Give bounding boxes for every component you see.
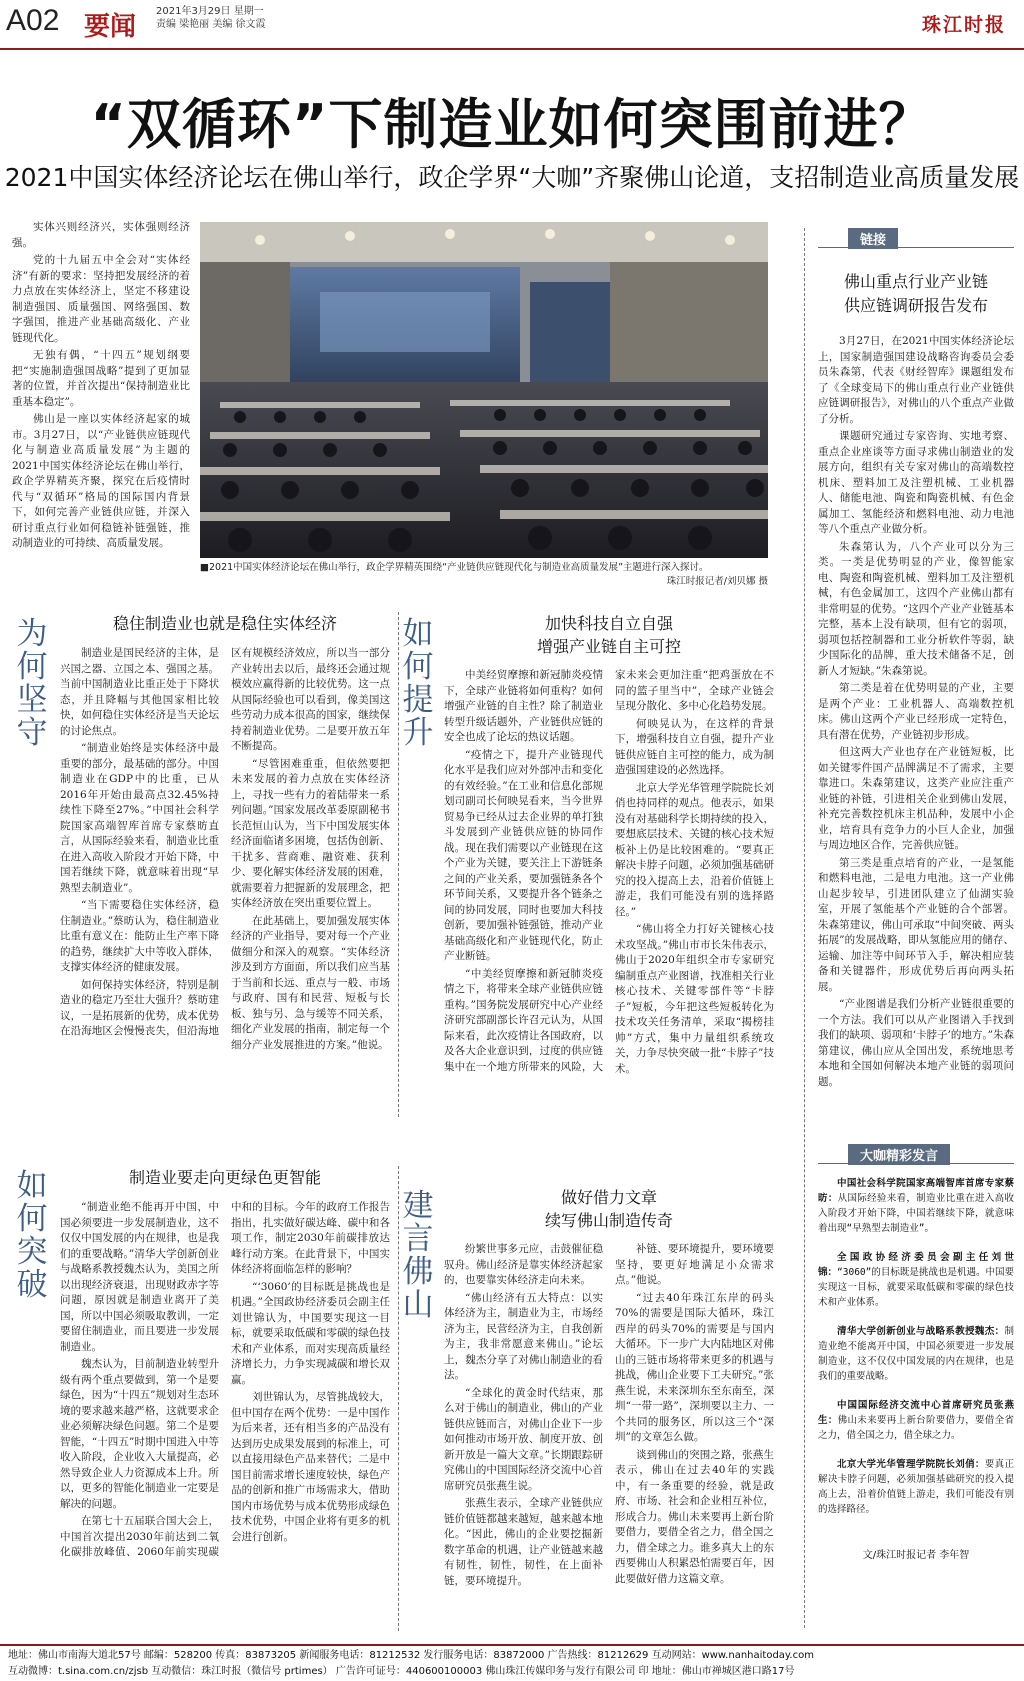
section1-paragraph: “当下需要稳住实体经济，稳住制造业。”蔡昉认为，稳住制造业比重有意义在：能防止生产率下降的趋势，继续扩大中等收入群体，支撑实体经济的健康发展。	[60, 899, 219, 973]
masthead	[0, 0, 1024, 50]
section1-paragraph: “尽管困难重重，但依然要把未来发展的着力点放在实体经济上，寻找一些有力的着陆带来一系列问题。”国家发展改革委原副秘书长范恒山认为，当下中国发展实体经济面临诸多困境，包括伪创新、干扰多、营商难、融资难、获利少、要化解实体经济发展的困难，就需要着力把握新的发展理念，把实体经济放在突出重要位置上。	[231, 757, 390, 909]
footer-line2: 互动微博：t.sina.com.cn/zjsb 互动微信：珠江时报（微信号 prtimes） 广告许可证号：440600100003 佛山珠江传媒印务与发行有限公司 印 地址：佛山市禅城区港口路17号	[8, 1666, 795, 1677]
sidebar-paragraph: 但这两大产业也存在产业链短板，比如关键零件国产品牌满足不了需求，主要靠进口。朱森第建议，这类产业应注重产业链的补链，引进相关企业到佛山发展，补充完善数控机床主机品种，发展中小企业，培育具有竞争力的小巨人企业，加强与周边地区合作，完善供应链。	[818, 746, 1014, 851]
intro-text	[12, 220, 190, 570]
section1-paragraph: “制造业始终是实体经济中最重要的部分，最基础的部分。中国制造业在GDP中的比重，已从2016年开始由最高点32.45%持续性下降至27%。”中国社会科学院国家高端智库首席专家蔡昉直言，从国际经验来看，制造业比重在进入高收入阶段才开始下降，中国若继续下降，就意味着出现“早熟型去制造业”。	[60, 742, 219, 894]
intro-paragraph: 实体兴则经济兴，实体强则经济强。	[12, 221, 190, 249]
quote-text: 制造业绝不能离开中国，中国必须要进一步发展制造业，这不仅仅中国发展的内在规律，也是我们的重要战略。	[818, 1326, 1014, 1382]
sidebar-body	[818, 334, 1014, 1154]
section2-title	[444, 612, 774, 658]
section3-title: 制造业要走向更绿色更智能	[128, 1168, 321, 1187]
section4-paragraph: 张燕生表示，全球产业链供应链价值链都越来越短，越来越本地化。“因此，佛山的企业要挖掘新数字革命的机遇，让产业链越来越有韧性，韧性，韧性，在上面补链，要环境提升。	[444, 1497, 603, 1587]
forum-photo	[200, 222, 768, 558]
quote-text: 要真正解决卡脖子问题，必须加强基础研究的投入提高上去，沿着价值链上游走，我们可能没有别的选择路径。	[818, 1459, 1014, 1515]
quote-item	[818, 1457, 1014, 1517]
section1-title: 稳住制造业也就是稳住实体经济	[112, 614, 337, 633]
quote-text: 佛山未来要再上新台阶要借力，要借全省之力，借全国之力，借全球之力。	[818, 1415, 1014, 1441]
quotes-tag-bar	[818, 1144, 1014, 1164]
section4-body	[444, 1242, 774, 1630]
sidebar-paragraph: 课题研究通过专家咨询、实地考察、重点企业座谈等方面寻求佛山制造业的发展方向，组织有关专家对佛山的高端数控机床、塑料加工及注塑机械、工业机器人、储能电池、陶瓷和陶瓷机械、有色金属加工、氢能经济和燃料电池、动力电池等八个重点产业做分析。	[818, 430, 1014, 535]
section1-paragraph: 如何保持实体经济，特别是制造业的稳定乃至壮大强升？蔡昉建议，一是拓展新的优势，成本优势在沿海地区会慢慢丧失，但沿海地区有规模经济效应，所以当一部分产业转出去以后，最终还会通过规模效应赢得新的比较优势。这一点从国际经验也可以看到，像美国这些劳动力成本很高的国家，继续保持着制造业优势。二是要开放五年不断提高。	[60, 647, 390, 1037]
section2-paragraph: “疫情之下，提升产业链现代化水平是我们应对外部冲击和变化的有效经验。”在工业和信息化部规划司副司长何映晃看来，当今世界贸易争已经从过去企业界的单打独斗发展到产业链供应链的协同作战。现在我们需要以产业链现在这个产业为关键，要关注上下游链条之间的产业关系，要加强链条各个环节间关系，又要提升各个链条之间的协同发展，同时也要加大科技创新，要加强补链强链，推动产业基础高级化和产业链现代化，防止产业断链。	[444, 748, 603, 962]
quote-speaker: 清华大学创新创业与战略系教授魏杰：	[837, 1326, 1005, 1337]
sidebar-title	[818, 270, 1014, 318]
column-divider	[398, 612, 399, 1117]
page-number: A02	[6, 4, 60, 37]
section4-paragraph: “过去40年珠江东岸的码头70%的需要是国际大循环，珠江西岸的码头70%的需要是与国内大循环。下一步广大内陆地区对佛山的三链市场将带来更多的机遇与挑战，佛山企业要下工夫研究。”张燕生说，未来深圳东至东南至，深圳“一带一路”，深圳要以主力、一个共同的服务区，所以这三个“深圳”的文章怎么做。	[615, 1291, 774, 1443]
newspaper-name: 珠江时报	[921, 14, 1006, 36]
sidebar-divider	[804, 228, 805, 1628]
photo-caption: ■2021中国实体经济论坛在佛山举行，政企学界精英围绕“产业链供应链现代化与制造业高质量发展”主题进行深入探讨。	[200, 562, 709, 573]
sidebar	[818, 228, 1014, 1561]
photo-credit: 珠江时报记者/刘贝娜 摄	[666, 576, 768, 587]
editors: 责编 梁艳丽 美编 徐文霞	[156, 19, 266, 30]
intro-paragraph: 党的十九届五中全会对“实体经济”有新的要求：坚持把发展经济的着力点放在实体经济上，坚定不移建设制造强国、质量强国、网络强国、数字强国，推进产业基础高级化、产业链现代化。	[12, 254, 190, 344]
sidebar-tag: 链接	[848, 228, 898, 249]
sidebar-byline: 文/珠江时报记者 李年智	[862, 1550, 970, 1561]
section-label-how-breakthrough: 如何突破	[16, 1168, 48, 1303]
section2-title-line2: 增强产业链自主可控	[536, 637, 681, 656]
section3-paragraph: 在第七十五届联合国大会上，中国首次提出2030年前达到二氧化碳排放峰值、2060年前实现碳中和的目标。今年的政府工作报告指出，扎实做好碳达峰、碳中和各项工作，制定2030年前碳排放达峰行动方案。在此背景下，中国实体经济将面临怎样的影响？	[60, 1201, 390, 1558]
sidebar-title-line2: 供应链调研报告发布	[843, 296, 988, 315]
sidebar-paragraph: 第三类是重点培育的产业，一是氢能和燃料电池，二是电力电池。这一产业佛山起步较早，引进团队建立了仙湖实验室，开展了氢能基个产业链的合个部署。朱森第建议，佛山可承取“中间突破、两头拓展”的发展战略，即从氢能应用的储存、运输、加注等中间环节入手，解决相应装备和关键器件，形成优势后再向两头拓展。	[818, 856, 1014, 993]
sub-headline: 2021中国实体经济论坛在佛山举行，政企学界“大咖”齐聚佛山论道，支招制造业高质量发展	[4, 163, 1020, 192]
quote-item	[818, 1324, 1014, 1384]
quote-item	[818, 1176, 1014, 1236]
section1-paragraph: 制造业是国民经济的主体，是兴国之器、立国之本、强国之基。当前中国制造业比重正处于下降状态，并且降幅与其他国家相比较快，如何稳住实体经济是当天论坛的讨论焦点。	[60, 647, 219, 737]
section3-paragraph: “制造业绝不能再开中国，中国必须要进一步发展制造业，这不仅仅中国发展的内在规律，也是我们的重要战略。”清华大学创新创业与战略系教授魏杰认为，美国之所以出现经济衰退，出现财政赤字等问题，原因就是制造业离开了美国，所以中国必须吸取教训，一定要留住制造业，而且要进一步发展制造业。	[60, 1201, 219, 1353]
date-editors	[156, 5, 266, 31]
section2-paragraph: 何映晃认为，在这样的背景下，增强科技自立自强，提升产业链供应链自主可控的能力，成为制造强国建设的必然选择。	[615, 717, 774, 776]
section4-paragraph: “佛山经济有五大特点：以实体经济为主，制造业为主，市场经济为主，民营经济为主，自我创新为主，我非常愿意来佛山。”论坛上，魏杰分享了对佛山制造业的看法。	[444, 1291, 603, 1381]
sidebar-paragraph: 朱森第认为，八个产业可以分为三类。一类是优势明显的产业，像智能家电、陶瓷和陶瓷机械、塑料加工及注塑机械，有色金属加工，这四个产业佛山都有非常明显的优势。“这四个产业产业链基本完整，基本上没有缺项，但有它的弱项，弱项包括控制器和工业分析软件等弱，缺少国际化的品牌，重大技术储备不足，创新人才短缺。”朱森第说。	[818, 540, 1014, 677]
column-divider	[398, 1166, 399, 1631]
sidebar-paragraph: 3月27日，在2021中国实体经济论坛上，国家制造强国建设战略咨询委员会委员朱森第，代表《财经智库》课题组发布了《全球变局下的佛山重点行业产业链供应链调研报告》，对佛山的八个重点产业做了分析。	[818, 335, 1014, 425]
quote-item	[818, 1398, 1014, 1443]
section2-title-line1: 加快科技自立自强	[544, 614, 673, 633]
quote-speaker: 中国社会科学院国家高端智库首席专家蔡昉：	[818, 1178, 1014, 1204]
section4-title	[444, 1186, 774, 1232]
issue-date: 2021年3月29日 星期一	[156, 6, 264, 17]
quote-item	[818, 1250, 1014, 1310]
section4-title-line1: 做好借力文章	[560, 1188, 657, 1207]
quote-text: 从国际经验来看，制造业比重在进入高收入阶段才开始下降，中国若继续下降，就意味着出现“早熟型去制造业”。	[818, 1193, 1014, 1234]
footer	[0, 1644, 1024, 1681]
section2-paragraph: 北京大学光华管理学院院长刘俏也持同样的观点。他表示，如果没有对基础科学长期持续的投入，要想底层技术、关键的核心技术短板补上仍是比较困难的。“要真正解决卡脖子问题，必须加强基础研究的投入提高上去，沿着价值链上游走，我们可能没有别的选择路径。”	[615, 781, 774, 918]
intro-paragraph: 佛山是一座以实体经济起家的城市。3月27日，以“产业链供应链现代化与制造业高质量发展”为主题的2021中国实体经济论坛在佛山举行，政企学界精英齐聚，探究在后疫情时代与“双循环”格局的国际国内背景下，如何完善产业链供应链，并深入研讨重点行业如何稳链补链强链，推动制造业的可持续、高质量发展。	[12, 413, 190, 549]
section2-body	[444, 668, 774, 1116]
sidebar-title-line1: 佛山重点行业产业链	[843, 272, 988, 291]
footer-line1: 地址：佛山市南海大道北57号 邮编：528200 传真：83873205 新闻服务电话：81212532 发行服务电话：83872000 广告热线：81212629 互动网站：www.nanhaitoday.com	[8, 1650, 814, 1661]
sidebar-tag-bar	[818, 228, 1014, 248]
section-label-how-upgrade: 如何提升	[402, 616, 434, 751]
quote-speaker: 全国政协经济委员会副主任刘世锦：	[818, 1252, 1014, 1278]
section3-body	[60, 1200, 390, 1630]
section2-paragraph: 中美经贸摩擦和新冠肺炎疫情下，全球产业链将如何重构？如何增强产业链的自主性？除了制造业转型升级话题外，产业链供应链的安全也成了论坛的热议话题。	[444, 669, 603, 743]
main-headline: “双循环”下制造业如何突围前进？	[90, 93, 934, 156]
quotes-tag: 大咖精彩发言	[848, 1144, 950, 1165]
section1-body	[60, 646, 390, 1116]
section-label-why-persist: 为何坚守	[16, 616, 48, 751]
photo-caption-block	[200, 561, 768, 589]
quote-speaker: 中国国际经济交流中心首席研究员张燕生：	[818, 1400, 1014, 1426]
section3-paragraph: “‘3060’的目标既是挑战也是机遇。”全国政协经济委员会副主任刘世锦认为，中国要实现这一目标，就要采取低碳和零碳的绿色技术和产业体系，而对实现高质量经济增长力，力争实现减碳和增长双赢。	[231, 1280, 390, 1386]
intro-paragraph: 无独有偶，“十四五”规划纲要把“实施制造强国战略”提到了更加显著的位置，并首次提出“保持制造业比重基本稳定”。	[12, 349, 190, 408]
section1-paragraph: 在此基础上，要加强发展实体经济的产业指导，要对每一个产业做细分和深入的观察。“实体经济涉及到方方面面，所以我们应当基于当前和长远、重点与一般、市场与政府、国有和民营、短板与长板、独与另、急与缓等不同关系，细化产业发展的指南，制定每一个细分产业发展推进的方案。”他说。	[231, 914, 390, 1051]
section4-paragraph: 纷繁世事多元应，击鼓催征稳驭舟。佛山经济是靠实体经济起家的，也要靠实体经济走向未来。	[444, 1243, 603, 1286]
section3-paragraph: 刘世锦认为，尽管挑战较大，但中国存在两个优势：一是中国作为后来者，还有相当多的产品没有达到历史成果发展到的标准上，可以直接用绿色产品来替代；二是中国目前需求增长速度较快，绿色产品的创新和推广市场需求大，借助国内市场优势与成本优势形成绿色技术优势，中国企业将有更多的机会进行创新。	[231, 1391, 390, 1543]
section-name: 要闻	[84, 12, 137, 42]
section3-paragraph: 魏杰认为，目前制造业转型升级有两个重点要做到，第一个是要绿色，因为“十四五”规划对生态环境的要求越来越严格，这就要求企业必须解决绿色问题。第二个是要智能，“十四五”时期中国进入中等收入阶段，企业收入大量提高，必然导致企业人力资源成本上升。所以，更多的智能化制造业一定要是解决的问题。	[60, 1358, 219, 1510]
section2-paragraph: “佛山将全力打好关键核心技术攻坚战。”佛山市市长朱伟表示，佛山于2020年组织全市专家研究编制重点产业图谱，找准相关行业核心技术、关键零部件等“卡脖子”短板，今年把这些短板转化为技术攻关任务清单，采取“揭榜挂帅”方式，集中力量组织系统攻关，力争尽快突破一批“卡脖子”技术。	[615, 923, 774, 1075]
section2-paragraph: “中美经贸摩擦和新冠肺炎疫情之下，将带来全球产业链供应链重构。”国务院发展研究中心产业经济研究部副部长许召元认为，从国际来看，此次疫情让各国政府，以及各大企业意识到，过度的供应链集中在一个地方所带来的风险，大家未来会更加注重“把鸡蛋放在不同的篮子里当中”，全球产业链会呈现分散化、多中心化趋势发展。	[444, 669, 774, 1073]
section-label-advice-foshan: 建言佛山	[402, 1188, 434, 1323]
quotes-list	[818, 1176, 1014, 1526]
quote-speaker: 北京大学光华管理学院院长刘俏：	[837, 1459, 985, 1470]
section4-paragraph: “全球化的黄金时代结束，那么对于佛山的制造业，佛山的产业链供应链而言，对佛山企业下一步如何推动市场开放、制度开放、创新开放是一篇大文章。”长期跟踪研究佛山的中国国际经济交流中心首席研究员张燕生说。	[444, 1386, 603, 1492]
sidebar-paragraph: 第二类是着在优势明显的产业，主要是两个产业：工业机器人、高端数控机床。佛山这两个产业已经形成一定特色，具有潜在优势，产业链初步形成。	[818, 682, 1014, 741]
section4-paragraph: 谈到佛山的突围之路，张燕生表示，佛山在过去40年的实践中，有一条重要的经验，就是政府、市场、社会和企业相互补位，形成合力。佛山未来要再上新台阶要借力，要借全省之力，借全国之力，借全球之力。谁多真大上的东西要佛山人积累恐怕需要百年，因此要做好借力这篇文章。	[615, 1448, 774, 1585]
quote-text: “3060”的目标既是挑战也是机遇。中国要实现这一目标，就要采取低碳和零碳的绿色技术和产业体系。	[818, 1267, 1014, 1308]
section4-title-line2: 续写佛山制造传奇	[544, 1211, 673, 1230]
sidebar-paragraph: “产业图谱是我们分析产业链很重要的一个方法。我们可以从产业图谱入手找到我们的缺项、弱项和‘卡脖子’的地方。”朱森第建议，佛山应从全国出发，系统地思考本地和全国如何解决本地产业链的弱项问题。	[818, 998, 1014, 1088]
section4-paragraph: 补链、要环境提升，要环境要坚持，要更好地满足小众需求点。”他说。	[615, 1243, 774, 1286]
